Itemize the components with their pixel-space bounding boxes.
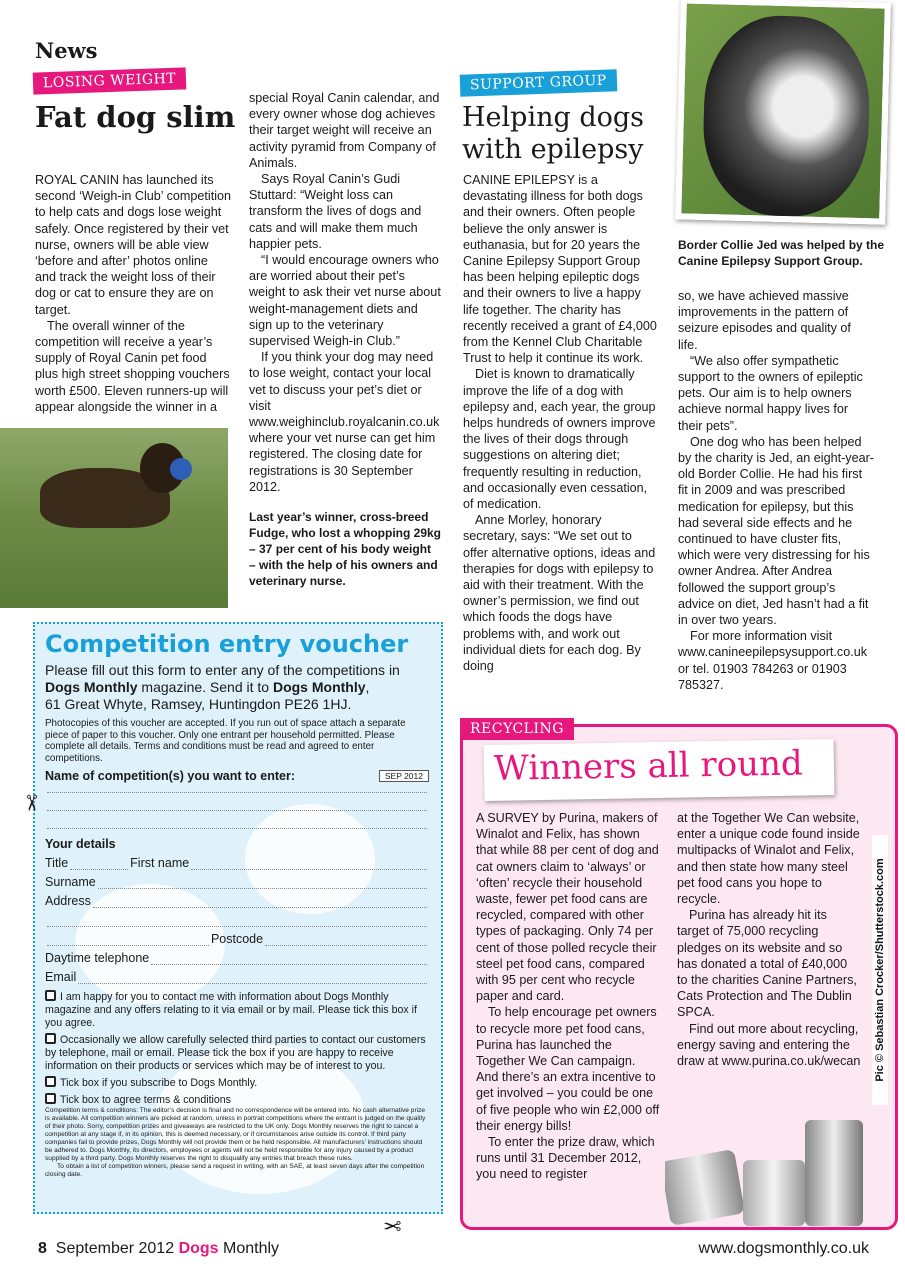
issue-date: September 2012	[55, 1240, 175, 1257]
page-number: 8	[38, 1240, 47, 1257]
competition-name-input[interactable]	[47, 811, 427, 829]
voucher-intro	[45, 662, 429, 713]
your-details-heading: Your details	[45, 837, 116, 851]
surname-label: Surname	[45, 875, 96, 889]
scissors-icon: ✂	[383, 1213, 402, 1238]
paragraph: “I would encourage owners who are worried about their pet’s weight to ask their vet nurse about weight-management diets and sign up to the veterinary supervised Weigh-in Club.”	[249, 253, 441, 349]
paragraph: For more information visit www.canineepilepsysupport.co.uk or tel. 01903 784263 or 01903 785327.	[678, 629, 868, 692]
paragraph: Says Royal Canin’s Gudi Stuttard: “Weight loss can transform the lives of dogs and cats and will make them much happier pets.	[249, 172, 422, 251]
text: Please fill out this form to enter any of the competitions in	[45, 662, 400, 678]
website-url: www.dogsmonthly.co.uk	[698, 1240, 869, 1257]
address-input[interactable]	[47, 915, 427, 927]
voucher-note: Photocopies of this voucher are accepted. If you run out of space attach a separate piece of paper to this voucher. Only one entrant per household permitted. Please complete all details. Terms and conditions must be read and agreed to enter competitions.	[45, 718, 406, 764]
photo-fudge-dog	[0, 428, 228, 608]
contact-consent-checkbox[interactable]	[45, 990, 56, 1001]
article-column	[249, 90, 441, 589]
article-title: Winners all round	[493, 743, 804, 789]
article-title: Fat dog slim	[35, 100, 236, 134]
terms-text: Competition terms & conditions: The editor’s decision is final and no correspondence will be entered into. No cash alternative prize is available. All competition winners are picked at random, unless in portrait competitions where the entrant is judged on the quality of their photo. Sorry, competition prizes and giveaways are restricted to the UK only. Dogs Monthly reserves the right to cancel a competition at any stage if, in its opinion, this is deemed necessary, or if circumstances arise outside its control. If third party companies fail to provide prizes, Dogs Monthly will not provide them or be held responsible. All manufacturers’ instructions should be adhered to. Dogs Monthly, its directors, employees or agents will not be held responsible for any injury caused by a product supplied by a third party. Dogs Monthly reserves the right to disqualify any entries that breach these rules.	[45, 1107, 426, 1162]
text: Dogs Monthly	[272, 679, 366, 695]
paragraph: so, we have achieved massive improvements in the pattern of seizure episodes and quality of life.	[678, 289, 851, 352]
category-tag: LOSING WEIGHT	[33, 67, 187, 94]
text: magazine. Send it to	[137, 679, 273, 695]
phone-input[interactable]	[151, 953, 427, 965]
paragraph: The overall winner of the competition will receive a year’s supply of Royal Canin pet food plus high street shopping vouchers worth £500. Eleven runners-up will appear alongside the winner in a	[35, 318, 230, 414]
paragraph: One dog who has been helped by the charity is Jed, an eight-year-old Border Collie. He had his first fit in 2009 and was prescribed medication for epilepsy, but this had several side effects and he continued to have cluster fits, which were very distressing for his owner Andrea. After Andrea followed the support group’s advice on diet, Jed hasn’t had a fit in over two years.	[678, 434, 874, 628]
address-label: Address	[45, 894, 91, 908]
competition-name-input[interactable]	[47, 783, 427, 793]
surname-input[interactable]	[98, 877, 427, 889]
competition-entry-voucher	[33, 622, 443, 1214]
category-tag: RECYCLING	[460, 718, 574, 740]
brand-logo: Monthly	[223, 1240, 280, 1257]
article-title-box	[484, 739, 835, 801]
paragraph: To help encourage pet owners to recycle more pet food cans, Purina has launched the Together We Can campaign. And there’s an extra incentive to get involved – you could be one of five people who win £2,000 off their energy bills!	[476, 1005, 660, 1133]
paragraph: Anne Morley, honorary secretary, says: “We set out to offer alternative options, ideas and therapies for dogs with epilepsy to aid with their treatment. With the owner’s permission, we find out which foods the dogs have problems with, and work out individual diets for each dog. By doing	[463, 513, 656, 674]
text: Dogs Monthly	[45, 679, 138, 695]
article-column	[678, 288, 874, 693]
paragraph: Find out more about recycling, energy saving and entering the draw at www.purina.co.uk/wecan	[677, 1021, 861, 1069]
address-input[interactable]	[47, 934, 209, 946]
article-title: Helping dogs with epilepsy	[462, 102, 645, 165]
paragraph: A SURVEY by Purina, makers of Winalot and Felix, has shown that while 88 per cent of dog and cat owners claim to ‘always’ or ‘often’ recycle their household waste, fewer pet food cans are recycled, compared with other types of packaging. Only 74 per cent of those polled recycle their steel pet food cans, compared with 95 per cent who recycle paper and card.	[476, 811, 659, 1004]
photo-crushed-cans	[665, 1120, 865, 1230]
title-input[interactable]	[70, 858, 128, 870]
paragraph: Diet is known to dramatically improve the life of a dog with epilepsy and, each year, the group helps hundreds of owners improve the lives of their dogs through suggestions on altering diet; frequently resulting in reduction, and occasionally even cessation, of medication.	[463, 367, 656, 512]
photo-caption: Border Collie Jed was helped by the Canine Epilepsy Support Group.	[678, 238, 885, 268]
email-input[interactable]	[78, 972, 427, 984]
paragraph: To enter the prize draw, which runs until 31 December 2012, you need to register	[476, 1135, 655, 1182]
address: 61 Great Whyte, Ramsey, Huntingdon PE26 1HJ.	[45, 696, 352, 712]
checkbox-label: I am happy for you to contact me with information about Dogs Monthly magazine and any offers relating to it via email or by mail. Please tick this box if you agree.	[45, 991, 417, 1029]
article-column	[35, 172, 231, 415]
article-column	[463, 172, 659, 674]
third-party-checkbox[interactable]	[45, 1033, 56, 1044]
paragraph: special Royal Canin calendar, and every owner whose dog achieves their target weight will receive an activity pyramid from Company of Animals.	[249, 91, 440, 170]
first-name-input[interactable]	[191, 858, 427, 870]
brand-logo: Dogs	[178, 1240, 219, 1257]
address-input[interactable]	[93, 896, 427, 908]
paragraph: at the Together We Can website, enter a unique code found inside multipacks of Winalot and Felix, and then state how many steel pet food cans you hope to recycle.	[677, 811, 860, 907]
checkbox-label: Tick box to agree terms & conditions	[60, 1094, 231, 1106]
paragraph: CANINE EPILEPSY is a devastating illness for both dogs and their owners. Often people believe the only answer is euthanasia, but for 20 years the Canine Epilepsy Support Group has been helping epileptic dogs and their owners to live a happy life together. The charity has recently received a grant of £4,000 from the Kennel Club Charitable Trust to help it continue its work.	[463, 173, 657, 366]
photo-caption: Last year’s winner, cross-breed Fudge, who lost a whopping 29kg – 37 per cent of his body weight – with the help of his owners and veterinary nurse.	[249, 510, 441, 589]
text: ,	[365, 679, 370, 695]
article-column	[476, 810, 660, 1183]
title-label: Title	[45, 856, 69, 870]
photo-credit: Pic © Sebastian Crocker/Shutterstock.com	[872, 835, 888, 1105]
paragraph: Purina has already hit its target of 75,000 recycling pledges on its website and so has donated a total of £40,000 to the charities Canine Partners, Cats Protection and The Dublin SPCA.	[677, 908, 857, 1020]
first-name-label: First name	[130, 856, 190, 870]
article-column	[677, 810, 861, 1069]
competition-name-label: Name of competition(s) you want to enter:	[45, 769, 296, 783]
checkbox-label: Tick box if you subscribe to Dogs Monthly.	[60, 1077, 258, 1089]
footer	[38, 1240, 279, 1258]
scissors-icon: ✂	[19, 793, 45, 813]
checkbox-label: Occasionally we allow carefully selected third parties to contact our customers by telephone, mail or email. Please tick the box if you are happy to receive information on their products or services which may be of interest to you.	[45, 1034, 426, 1072]
issue-badge: SEP 2012	[379, 770, 429, 782]
phone-label: Daytime telephone	[45, 951, 150, 965]
paragraph: “We also offer sympathetic support to the owners of epileptic pets. Our aim is to help owners achieve normal happy lives for their pets”.	[678, 353, 863, 433]
paragraph: ROYAL CANIN has launched its second ‘Weigh-in Club’ competition to help cats and dogs lose weight safely. Once registered by their vet nurse, owners will be able view ‘before and after’ photos online and track the weight loss of their dog or cat to ensure they are on target.	[35, 173, 232, 317]
postcode-input[interactable]	[265, 934, 427, 946]
photo-border-collie-jed	[675, 0, 891, 225]
paragraph: If you think your dog may need to lose weight, contact your local vet to discuss your pet’s diet or visit www.weighinclub.royalcanin.co.uk where your vet nurse can get him registered. The closing date for registrations is 30 September 2012.	[249, 350, 440, 494]
voucher-title: Competition entry voucher	[45, 630, 409, 658]
subscriber-checkbox[interactable]	[45, 1076, 56, 1087]
category-tag: SUPPORT GROUP	[460, 69, 617, 96]
email-label: Email	[45, 970, 77, 984]
postcode-label: Postcode	[210, 932, 264, 946]
terms-checkbox[interactable]	[45, 1093, 56, 1104]
section-heading: News	[35, 38, 98, 63]
competition-name-input[interactable]	[47, 793, 427, 811]
terms-text: To obtain a list of competition winners, please send a request in writing, with an SAE, at least seven days after the competition closing date.	[45, 1163, 425, 1178]
